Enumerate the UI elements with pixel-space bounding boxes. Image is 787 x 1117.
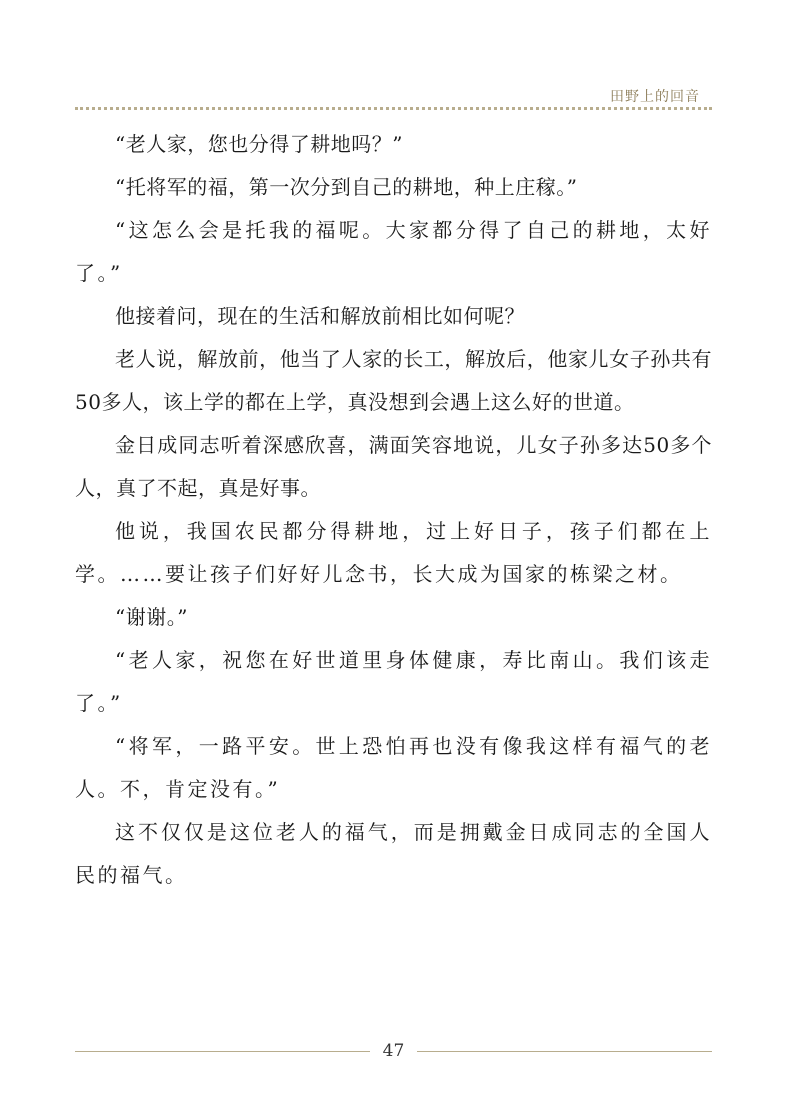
paragraph: 他说，我国农民都分得耕地，过上好日子，孩子们都在上学。……要让孩子们好好儿念书，长大成为国家的栋梁之材。 xyxy=(75,519,712,586)
body-text xyxy=(75,123,712,897)
header-dotted-rule xyxy=(75,107,712,110)
page-number: 47 xyxy=(382,1041,405,1061)
paragraph: 老人说，解放前，他当了人家的长工，解放后，他家儿女子孙共有50多人，该上学的都在上学，真没想到会遇上这么好的世道。 xyxy=(75,347,712,414)
paragraph: “老人家，您也分得了耕地吗？” xyxy=(115,132,403,156)
page-footer xyxy=(75,1040,712,1062)
paragraph: “谢谢。” xyxy=(115,605,188,629)
running-head xyxy=(75,80,712,110)
paragraph: 他接着问，现在的生活和解放前相比如何呢？ xyxy=(115,304,525,328)
paragraph: 金日成同志听着深感欣喜，满面笑容地说，儿女子孙多达50多个人，真了不起，真是好事。 xyxy=(75,433,712,500)
paragraph: “托将军的福，第一次分到自己的耕地，种上庄稼。” xyxy=(115,175,578,199)
running-title: 田野上的回音 xyxy=(610,89,700,105)
paragraph: “这怎么会是托我的福呢。大家都分得了自己的耕地，太好了。” xyxy=(75,218,712,285)
paragraph: “老人家，祝您在好世道里身体健康，寿比南山。我们该走了。” xyxy=(75,648,712,715)
paragraph: “将军，一路平安。世上恐怕再也没有像我这样有福气的老人。不，肯定没有。” xyxy=(75,734,712,801)
footer-rule-right xyxy=(417,1051,712,1052)
paragraph: 这不仅仅是这位老人的福气，而是拥戴金日成同志的全国人民的福气。 xyxy=(75,820,712,887)
